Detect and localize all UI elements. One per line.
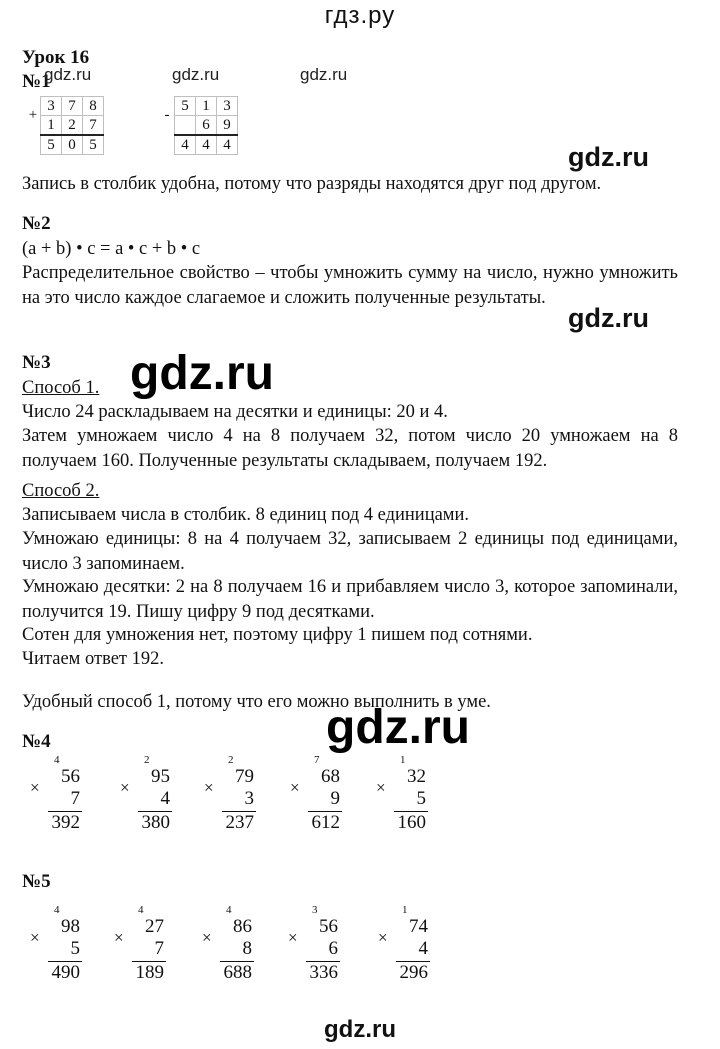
product: 336 <box>309 962 338 983</box>
carry-digit: 7 <box>314 754 320 766</box>
digit: 7 <box>83 116 104 136</box>
multiplicand: 68 <box>321 766 340 787</box>
multiplication <box>30 904 86 994</box>
product: 392 <box>51 812 80 833</box>
multiplication <box>376 754 432 844</box>
product: 612 <box>311 812 340 833</box>
multiplication <box>114 904 170 994</box>
product: 237 <box>225 812 254 833</box>
times-sign: × <box>378 928 388 947</box>
times-sign: × <box>30 928 40 947</box>
task1-text: Запись в столбик удобна, потому что разряды находятся друг под другом. <box>22 174 602 194</box>
product: 490 <box>51 962 80 983</box>
multiplication <box>120 754 176 844</box>
carry-digit: 2 <box>144 754 150 766</box>
multiplicand: 32 <box>407 766 426 787</box>
multiplicand: 56 <box>61 766 80 787</box>
task2-heading: №2 <box>22 213 51 234</box>
carry-digit: 1 <box>402 904 408 916</box>
digit <box>175 116 196 136</box>
task2-text: Распределительное свойство – чтобы умножить сумму на число, нужно умножить на это число каждое слагаемое и сложить полученные результаты. <box>22 263 678 308</box>
carry-digit: 4 <box>138 904 144 916</box>
watermark-small: gdz.ru <box>44 65 92 84</box>
times-sign: × <box>288 928 298 947</box>
way1-line: Затем умножаем число 4 на 8 получаем 32, потом число 20 умножаем на 8 получаем 160. Полученные результаты складываем, получаем 192. <box>22 426 678 471</box>
product: 380 <box>141 812 170 833</box>
carry-digit: 1 <box>400 754 406 766</box>
multiplication <box>30 754 86 844</box>
product: 160 <box>397 812 426 833</box>
product: 189 <box>135 962 164 983</box>
watermark-mid: gdz.ru <box>568 142 649 172</box>
plus-sign: + <box>28 107 38 124</box>
digit: 2 <box>62 116 83 136</box>
way2-line: Читаем ответ 192. <box>22 649 165 669</box>
multiplicand: 56 <box>319 916 338 937</box>
multiplier: 8 <box>242 938 252 959</box>
way2-title: Способ 2. <box>22 481 100 501</box>
multiplication <box>202 904 258 994</box>
digit: 8 <box>83 97 104 116</box>
watermark-top: гдз.ру <box>324 2 396 29</box>
task3-conclusion: Удобный способ 1, потому что его можно выполнить в уме. <box>22 692 491 712</box>
digit: 3 <box>217 97 238 116</box>
carry-digit: 4 <box>54 904 60 916</box>
watermark-small: gdz.ru <box>172 65 220 84</box>
digit: 6 <box>196 116 217 136</box>
digit: 5 <box>83 135 104 155</box>
times-sign: × <box>30 778 40 797</box>
watermark-big: gdz.ru <box>130 347 274 400</box>
multiplier: 3 <box>244 788 254 809</box>
digit: 4 <box>175 135 196 155</box>
digit: 4 <box>196 135 217 155</box>
digit: 1 <box>41 116 62 136</box>
carry-digit: 3 <box>312 904 318 916</box>
multiplication <box>204 754 260 844</box>
multiplier: 9 <box>330 788 340 809</box>
task4-heading: №4 <box>22 731 51 752</box>
watermark-big: gdz.ru <box>326 701 470 754</box>
multiplier: 7 <box>70 788 80 809</box>
digit: 0 <box>62 135 83 155</box>
carry-digit: 4 <box>226 904 232 916</box>
times-sign: × <box>290 778 300 797</box>
way1-title: Способ 1. <box>22 378 100 398</box>
way2-line: Умножаю десятки: 2 на 8 получаем 16 и прибавляем число 3, которое запоминали, получится 19. Пишу цифру 9 под десятками. <box>22 577 678 622</box>
minus-sign: - <box>164 107 170 124</box>
times-sign: × <box>204 778 214 797</box>
lesson-title: Урок 16 <box>22 47 90 68</box>
carry-digit: 2 <box>228 754 234 766</box>
multiplicand: 74 <box>409 916 428 937</box>
way2-line: Сотен для умножения нет, поэтому цифру 1 пишем под сотнями. <box>22 625 533 645</box>
digit: 9 <box>217 116 238 136</box>
digit: 5 <box>41 135 62 155</box>
way2-line: Записываем числа в столбик. 8 единиц под 4 единицами. <box>22 505 470 525</box>
watermark-small: gdz.ru <box>300 65 348 84</box>
multiplication <box>378 904 434 994</box>
multiplicand: 79 <box>235 766 254 787</box>
multiplication <box>288 904 344 994</box>
product: 296 <box>399 962 428 983</box>
watermark-mid: gdz.ru <box>568 303 649 333</box>
multiplicand: 86 <box>233 916 252 937</box>
carry-digit: 4 <box>54 754 60 766</box>
addition-column <box>26 96 104 155</box>
multiplier: 6 <box>328 938 338 959</box>
times-sign: × <box>114 928 124 947</box>
multiplier: 5 <box>70 938 80 959</box>
task1-heading: №1 <box>22 71 51 92</box>
multiplier: 4 <box>418 938 428 959</box>
subtraction-column <box>160 96 238 155</box>
multiplier: 5 <box>416 788 426 809</box>
times-sign: × <box>202 928 212 947</box>
task5-heading: №5 <box>22 871 51 892</box>
multiplier: 4 <box>160 788 170 809</box>
digit: 5 <box>175 97 196 116</box>
times-sign: × <box>376 778 386 797</box>
product: 688 <box>223 962 252 983</box>
multiplicand: 27 <box>145 916 164 937</box>
task3-heading: №3 <box>22 352 51 373</box>
task2-formula: (a + b) • c = a • c + b • c <box>22 239 201 259</box>
multiplicand: 98 <box>61 916 80 937</box>
multiplier: 7 <box>154 938 164 959</box>
multiplication <box>290 754 346 844</box>
times-sign: × <box>120 778 130 797</box>
digit: 1 <box>196 97 217 116</box>
digit: 7 <box>62 97 83 116</box>
digit: 4 <box>217 135 238 155</box>
way2-line: Умножаю единицы: 8 на 4 получаем 32, записываем 2 единицы под единицами, число 3 запоминаем. <box>22 529 678 574</box>
watermark-bottom: gdz.ru <box>324 1016 396 1043</box>
multiplicand: 95 <box>151 766 170 787</box>
way1-line: Число 24 раскладываем на десятки и единицы: 20 и 4. <box>22 402 448 422</box>
digit: 3 <box>41 97 62 116</box>
